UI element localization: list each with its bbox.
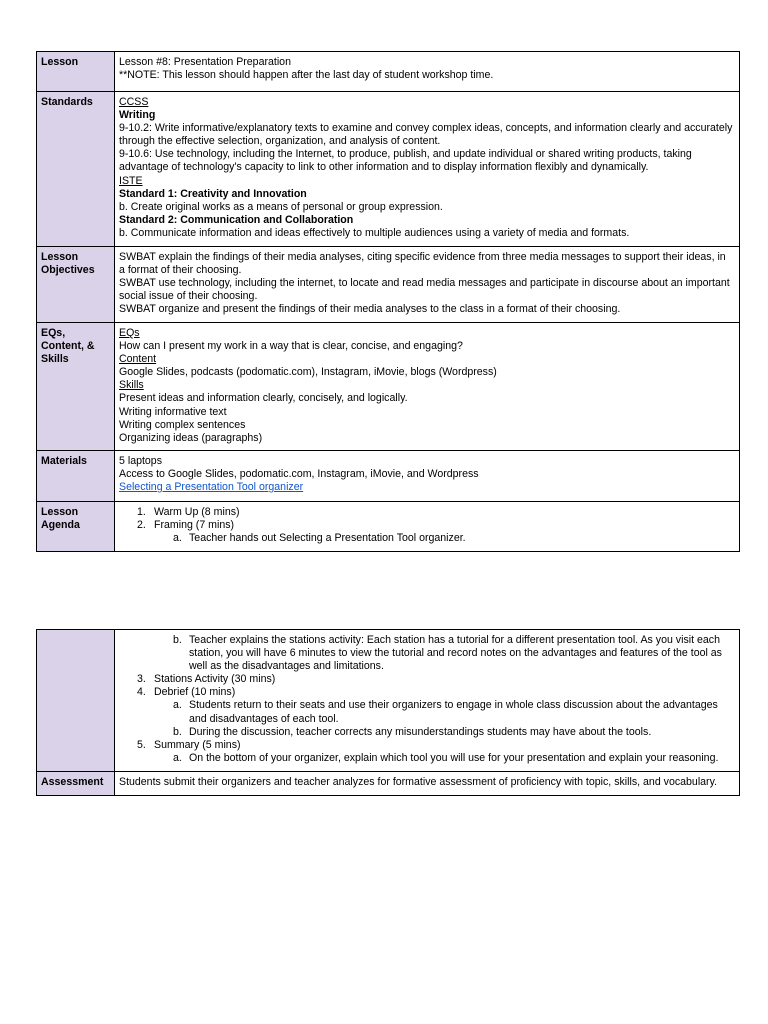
iste-standard-2-title: Standard 2: Communication and Collaboration <box>119 213 354 226</box>
agenda-item-5-number: 5. <box>137 738 146 751</box>
value-standards <box>115 92 740 247</box>
agenda-item-5a-letter: a. <box>173 751 182 764</box>
row-agenda <box>37 502 740 552</box>
label-objectives: Lesson Objectives <box>37 247 115 323</box>
agenda-item-5 <box>119 739 734 752</box>
label-agenda: Lesson Agenda <box>37 502 115 552</box>
row-lesson <box>37 52 740 92</box>
agenda-item-4b-text: During the discussion, teacher corrects any misunderstandings students may have about the tools. <box>189 725 652 738</box>
lesson-title: Lesson #8: Presentation Preparation <box>119 56 291 68</box>
skills-heading: Skills <box>119 379 144 392</box>
value-agenda-continued <box>115 630 740 772</box>
agenda-item-5a-text: On the bottom of your organizer, explain which tool you will use for your presentation and explain your reasoning. <box>189 751 719 764</box>
agenda-item-4-number: 4. <box>137 686 146 699</box>
agenda-item-2 <box>119 519 734 532</box>
lesson-plan-table-1 <box>36 51 740 552</box>
lesson-note: **NOTE: This lesson should happen after the last day of student workshop time. <box>119 69 494 82</box>
agenda-item-2b-letter: b. <box>173 634 182 646</box>
label-assessment: Assessment <box>37 772 115 796</box>
iste-standard-1-title: Standard 1: Creativity and Innovation <box>119 187 307 200</box>
eq-1: How can I present my work in a way that is clear, concise, and engaging? <box>119 340 463 353</box>
writing-heading: Writing <box>119 109 156 122</box>
value-assessment: Students submit their organizers and teacher analyzes for formative assessment of proficiency with topic, skills, and vocabulary. <box>115 772 740 796</box>
agenda-item-2a-letter: a. <box>173 532 182 545</box>
label-materials: Materials <box>37 451 115 502</box>
agenda-item-1-text: Warm Up (8 mins) <box>154 506 240 518</box>
skill-4: Organizing ideas (paragraphs) <box>119 431 263 444</box>
iste-heading: ISTE <box>119 174 143 187</box>
agenda-item-4 <box>119 686 734 699</box>
agenda-item-5a <box>119 752 734 765</box>
agenda-item-4a-text: Students return to their seats and use their organizers to engage in whole class discussion about the advantages and disadvantages of each tool. <box>189 699 718 725</box>
writing-standard-1: 9-10.2: Write informative/explanatory texts to examine and convey complex ideas, concepts, and information clearly and accurately through the effective selection, organization, and analysis of content. <box>119 122 733 148</box>
organizer-link[interactable]: Selecting a Presentation Tool organizer <box>119 481 304 494</box>
label-lesson: Lesson <box>37 52 115 92</box>
agenda-item-3 <box>119 673 734 686</box>
eqs-heading: EQs <box>119 327 140 339</box>
agenda-item-1 <box>119 506 734 519</box>
agenda-item-2a <box>119 532 734 545</box>
agenda-item-1-number: 1. <box>137 506 146 518</box>
objective-2: SWBAT use technology, including the internet, to locate and read media messages and participate in discourse about an important social issue of their choosing. <box>119 277 730 303</box>
label-agenda-continued <box>37 630 115 772</box>
value-objectives <box>115 247 740 323</box>
materials-1: 5 laptops <box>119 455 162 467</box>
value-materials <box>115 451 740 502</box>
agenda-item-3-text: Stations Activity (30 mins) <box>154 673 276 686</box>
label-standards: Standards <box>37 92 115 247</box>
agenda-item-2-number: 2. <box>137 519 146 532</box>
skill-3: Writing complex sentences <box>119 418 246 431</box>
agenda-item-4b-letter: b. <box>173 725 182 738</box>
row-materials <box>37 451 740 502</box>
writing-standard-2: 9-10.6: Use technology, including the Internet, to produce, publish, and update individual or shared writing products, taking advantage of technology's capacity to link to other information and to display information flexibly and dynamically. <box>119 148 692 174</box>
agenda-item-5-text: Summary (5 mins) <box>154 738 241 751</box>
agenda-item-2b <box>119 634 734 673</box>
skill-2: Writing informative text <box>119 405 227 418</box>
content-heading: Content <box>119 353 157 366</box>
agenda-item-4-text: Debrief (10 mins) <box>154 686 236 699</box>
objective-1: SWBAT explain the findings of their media analyses, citing specific evidence from three media messages to support their ideas, in a format of their choosing. <box>119 251 726 277</box>
row-standards <box>37 92 740 247</box>
lesson-plan-table-2 <box>36 629 740 796</box>
agenda-item-2a-text: Teacher hands out Selecting a Presentation Tool organizer. <box>189 532 466 545</box>
row-agenda-continued <box>37 630 740 772</box>
row-assessment <box>37 772 740 796</box>
iste-standard-1-text: b. Create original works as a means of personal or group expression. <box>119 200 443 213</box>
label-eqs: EQs, Content, & Skills <box>37 323 115 451</box>
agenda-item-4a-letter: a. <box>173 699 182 712</box>
materials-2: Access to Google Slides, podomatic.com, Instagram, iMovie, and Wordpress <box>119 468 479 481</box>
agenda-item-4b <box>119 726 734 739</box>
agenda-item-3-number: 3. <box>137 673 146 686</box>
value-agenda <box>115 502 740 552</box>
row-objectives <box>37 247 740 323</box>
agenda-item-2-text: Framing (7 mins) <box>154 519 235 532</box>
content-1: Google Slides, podcasts (podomatic.com), Instagram, iMovie, blogs (Wordpress) <box>119 366 497 379</box>
row-eqs <box>37 323 740 451</box>
skill-1: Present ideas and information clearly, concisely, and logically. <box>119 392 408 405</box>
agenda-item-2b-text: Teacher explains the stations activity: Each station has a tutorial for a different presentation tool. As you visit each station, you will have 6 minutes to view the tutorial and record notes on the advantages and features of the tool as well as the disadvantages and limitations. <box>189 634 722 673</box>
iste-standard-2-text: b. Communicate information and ideas effectively to multiple audiences using a variety of media and formats. <box>119 226 630 239</box>
value-eqs <box>115 323 740 451</box>
objective-3: SWBAT organize and present the findings of their media analyses to the class in a format of their choosing. <box>119 303 621 316</box>
ccss-heading: CCSS <box>119 96 149 108</box>
value-lesson <box>115 52 740 92</box>
agenda-item-4a <box>119 699 734 725</box>
